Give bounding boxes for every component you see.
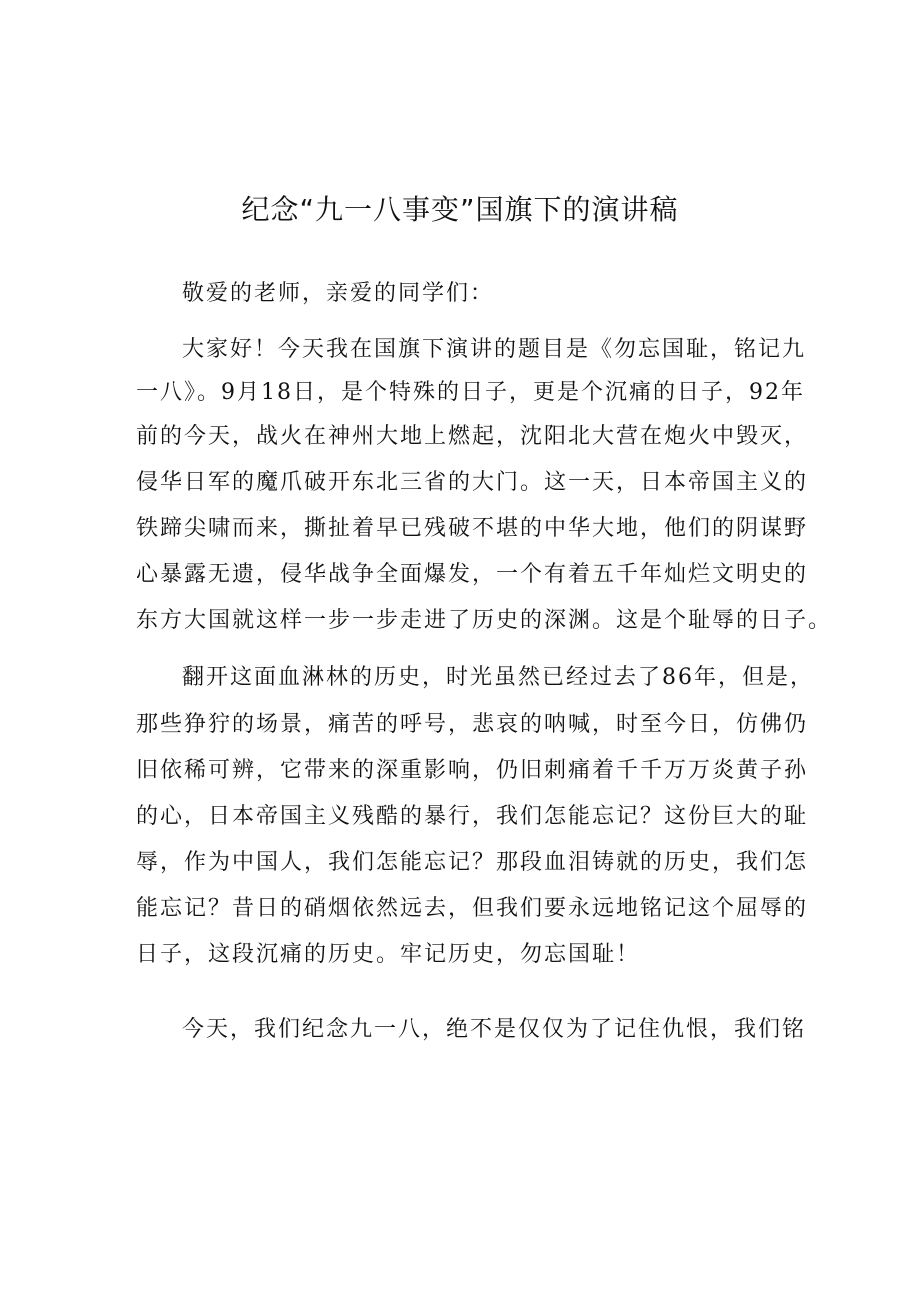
body-line: 日子，这段沉痛的历史。牢记历史，勿忘国耻！: [136, 942, 641, 967]
body-line: 旧依稀可辨，它带来的深重影响，仍旧刺痛着千千万万炎黄子孙: [136, 758, 809, 783]
body-line: 那些狰狞的场景，痛苦的呼号，悲哀的呐喊，时至今日，仿佛仍: [136, 712, 809, 737]
body-line: 辱，作为中国人，我们怎能忘记？那段血泪铸就的历史，我们怎: [136, 850, 809, 875]
body-line: 心暴露无遗，侵华战争全面爆发，一个有着五千年灿烂文明史的: [136, 562, 809, 587]
body-line: 铁蹄尖啸而来，撕扯着早已残破不堪的中华大地，他们的阴谋野: [136, 516, 809, 541]
body-line: 今天，我们纪念九一八，绝不是仅仅为了记住仇恨，我们铭: [182, 1017, 807, 1042]
body-line: 的心，日本帝国主义残酷的暴行，我们怎能忘记？这份巨大的耻: [136, 804, 809, 829]
body-line: 前的今天，战火在神州大地上燃起，沈阳北大营在炮火中毁灭，: [136, 424, 809, 449]
body-line: 大家好！今天我在国旗下演讲的题目是《勿忘国耻，铭记九: [182, 337, 807, 362]
document-title: 纪念“九一八事变”国旗下的演讲稿: [241, 193, 679, 226]
body-line: 能忘记？昔日的硝烟依然远去，但我们要永远地铭记这个屈辱的: [136, 896, 809, 921]
body-line: 侵华日军的魔爪破开东北三省的大门。这一天，日本帝国主义的: [136, 470, 809, 495]
body-line: 翻开这面血淋林的历史，时光虽然已经过去了86年，但是，: [182, 665, 814, 690]
body-line: 一八》。9月18日，是个特殊的日子，更是个沉痛的日子，92年: [136, 380, 805, 405]
body-line: 东方大国就这样一步一步走进了历史的深渊。这是个耻辱的日子。: [136, 608, 833, 633]
salutation-line: 敬爱的老师，亲爱的同学们：: [182, 281, 495, 306]
